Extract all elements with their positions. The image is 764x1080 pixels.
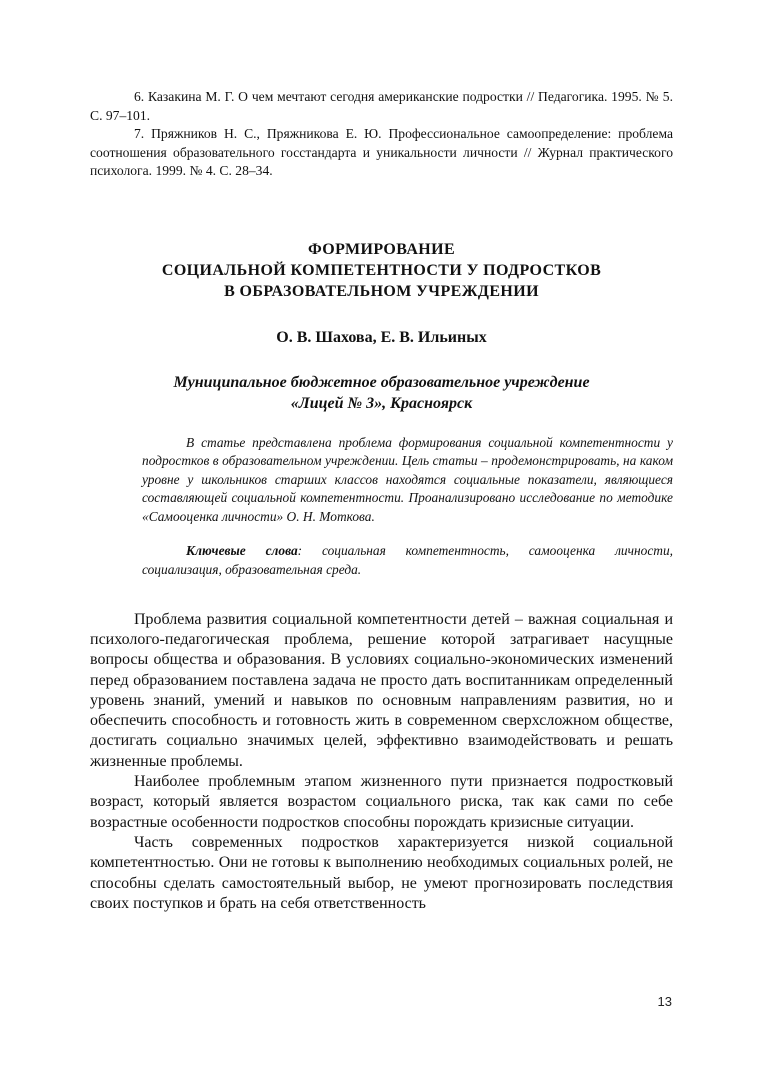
article-keywords [142, 542, 673, 579]
article-abstract: В статье представлена проблема формирования социальной компетентности у подростков в образовательном учреждении. Цель статьи – продемонстрировать, на каком уровне у школьников старших классов находятся социальные показатели, являющиеся составляющей социальной компетентности. Проанализировано исследование по методике «Самооценка личности» О. Н. Моткова. [142, 434, 673, 524]
affiliation-line: Муниципальное бюджетное образовательное учреждение [173, 373, 590, 391]
author-affiliation [90, 372, 673, 414]
page-number: 13 [657, 994, 672, 1009]
page-content [90, 88, 673, 914]
body-paragraph: Проблема развития социальной компетентности детей – важная социальная и психолого-педагогическая проблема, решение которой затрагивает насущные вопросы общества и образования. В условиях социально-экономических изменений перед образованием поставлена задача не просто дать воспитанникам определенный уровень знаний, умений и навыков по основным направлениям развития, но и обеспечить способность и готовность жить в современном сверхсложном обществе, достигать социально значимых целей, эффективно взаимодействовать и решать жизненные проблемы. [90, 610, 673, 770]
reference-item: 6. Казакина М. Г. О чем мечтают сегодня американские подростки // Педагогика. 1995. № 5. С. 97–101. [90, 89, 673, 123]
body-paragraph: Наиболее проблемным этапом жизненного пути признается подростковый возраст, который является возрастом социального риска, так как сами по себе возрастные особенности подростков способны порождать кризисные ситуации. [90, 773, 673, 831]
body-paragraph: Часть современных подростков характеризуется низкой социальной компетентностью. Они не готовы к выполнению необходимых социальных ролей, не способны сделать самостоятельный выбор, не умеют прогнозировать последствия своих поступков и брать на себя ответственность [90, 833, 673, 912]
title-line: ФОРМИРОВАНИЕ [307, 240, 456, 258]
reference-list [90, 88, 673, 181]
reference-item: 7. Пряжников Н. С., Пряжникова Е. Ю. Профессиональное самоопределение: проблема соотношения образовательного госстандарта и уникальности личности // Журнал практического психолога. 1999. № 4. С. 28–34. [90, 126, 673, 178]
article-title [90, 239, 673, 302]
title-line: В ОБРАЗОВАТЕЛЬНОМ УЧРЕЖДЕНИИ [224, 282, 539, 300]
keywords-label: Ключевые слова [186, 543, 298, 559]
article-authors: О. В. Шахова, Е. В. Ильиных [276, 328, 487, 346]
article-body [90, 610, 673, 914]
affiliation-line: «Лицей № 3», Красноярск [290, 394, 473, 412]
title-line: СОЦИАЛЬНОЙ КОМПЕТЕНТНОСТИ У ПОДРОСТКОВ [161, 261, 602, 279]
keywords-text: : социальная компетентность, самооценка личности, социализация, образовательная среда. [142, 543, 673, 578]
